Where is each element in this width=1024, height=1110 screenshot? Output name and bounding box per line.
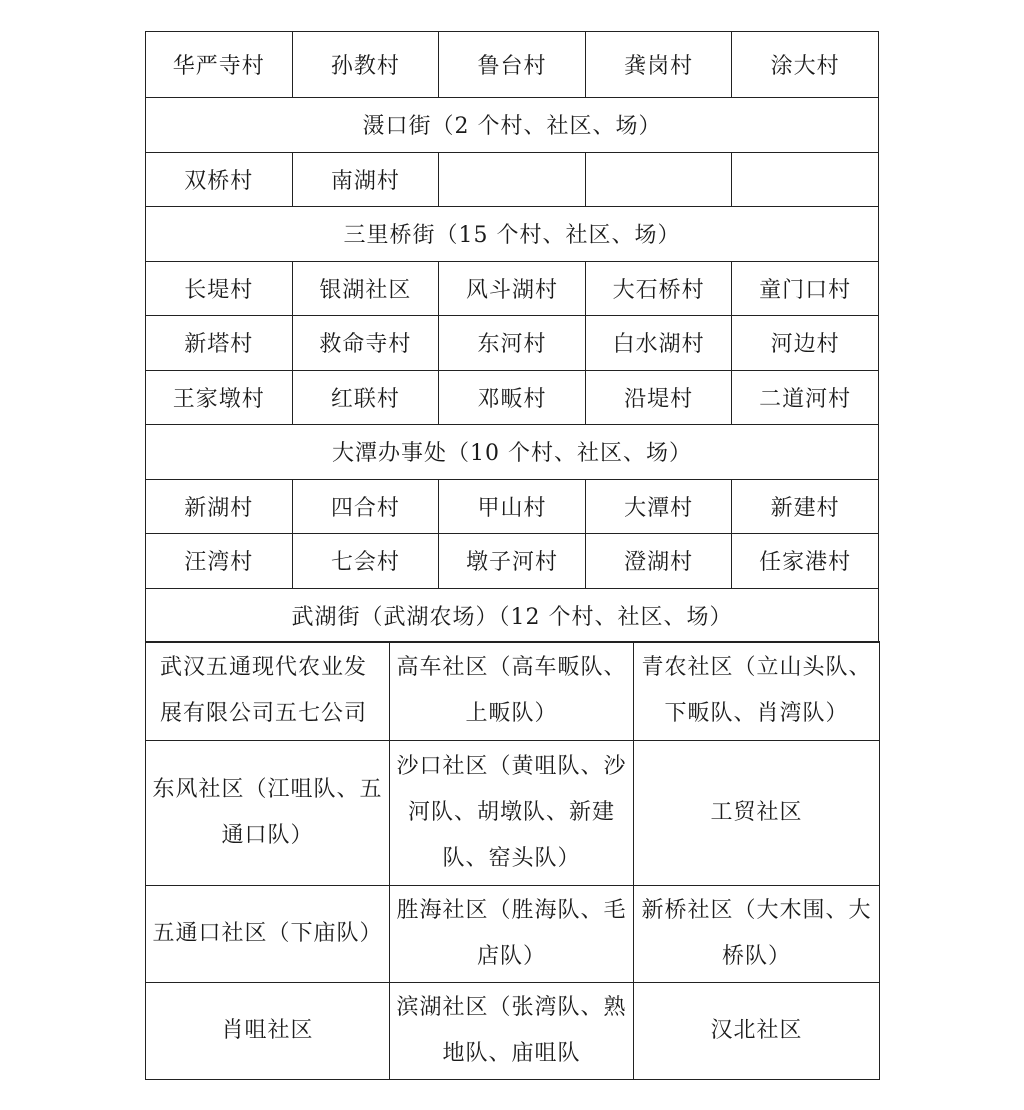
table-cell: 五通口社区（下庙队） — [146, 886, 390, 983]
table-row — [146, 152, 879, 207]
table-cell — [585, 152, 732, 207]
table-cell: 新湖村 — [146, 479, 293, 534]
table-cell: 大石桥村 — [585, 261, 732, 316]
table-cell: 青农社区（立山头队、下畈队、肖湾队） — [634, 642, 880, 741]
table-row — [146, 983, 880, 1080]
table-cell: 风斗湖村 — [439, 261, 586, 316]
table-cell: 龚岗村 — [585, 32, 732, 98]
section-header: 大潭办事处（10 个村、社区、场） — [146, 425, 879, 480]
section-header: 三里桥街（15 个村、社区、场） — [146, 207, 879, 262]
table-cell: 大潭村 — [585, 479, 732, 534]
table-cell: 高车社区（高车畈队、上畈队） — [390, 642, 634, 741]
table-cell: 汪湾村 — [146, 534, 293, 589]
table-row — [146, 741, 880, 886]
table-cell: 新桥社区（大木围、大桥队） — [634, 886, 880, 983]
table-row — [146, 370, 879, 425]
table-cell: 童门口村 — [732, 261, 879, 316]
section-header: 滠口街（2 个村、社区、场） — [146, 98, 879, 153]
section-header: 武湖街（武湖农场）（12 个村、社区、场） — [146, 588, 879, 643]
table-cell: 鲁台村 — [439, 32, 586, 98]
table-cell: 长堤村 — [146, 261, 293, 316]
table-cell: 救命寺村 — [292, 316, 439, 371]
table-cell: 汉北社区 — [634, 983, 880, 1080]
table-cell: 东河村 — [439, 316, 586, 371]
section-header-row — [146, 98, 879, 153]
table-cell — [439, 152, 586, 207]
table-cell: 华严寺村 — [146, 32, 293, 98]
table-cell: 滨湖社区（张湾队、熟地队、庙咀队 — [390, 983, 634, 1080]
section-header-row — [146, 425, 879, 480]
table-five-column — [145, 31, 879, 643]
table-cell: 邓畈村 — [439, 370, 586, 425]
table-cell: 任家港村 — [732, 534, 879, 589]
table-cell: 七会村 — [292, 534, 439, 589]
table-row — [146, 32, 879, 98]
table-cell: 红联村 — [292, 370, 439, 425]
table-row — [146, 886, 880, 983]
table-cell: 沙口社区（黄咀队、沙河队、胡墩队、新建队、窑头队） — [390, 741, 634, 886]
table-cell: 墩子河村 — [439, 534, 586, 589]
table-cell: 白水湖村 — [585, 316, 732, 371]
table-cell: 河边村 — [732, 316, 879, 371]
table-three-column — [145, 641, 880, 1080]
table-cell: 孙教村 — [292, 32, 439, 98]
table-cell: 南湖村 — [292, 152, 439, 207]
table-cell: 工贸社区 — [634, 741, 880, 886]
table-row — [146, 534, 879, 589]
table-row — [146, 261, 879, 316]
table-cell: 涂大村 — [732, 32, 879, 98]
table-cell: 甲山村 — [439, 479, 586, 534]
table-row — [146, 642, 880, 741]
table-cell — [732, 152, 879, 207]
table-cell: 胜海社区（胜海队、毛店队） — [390, 886, 634, 983]
table-cell: 武汉五通现代农业发展有限公司五七公司 — [146, 642, 390, 741]
village-table — [145, 31, 879, 1080]
table-cell: 东风社区（江咀队、五通口队） — [146, 741, 390, 886]
table-cell: 二道河村 — [732, 370, 879, 425]
table-cell: 四合村 — [292, 479, 439, 534]
table-cell: 银湖社区 — [292, 261, 439, 316]
table-cell: 沿堤村 — [585, 370, 732, 425]
table-cell: 新塔村 — [146, 316, 293, 371]
table-cell: 肖咀社区 — [146, 983, 390, 1080]
table-row — [146, 316, 879, 371]
section-header-row — [146, 588, 879, 643]
table-cell: 新建村 — [732, 479, 879, 534]
table-row — [146, 479, 879, 534]
section-header-row — [146, 207, 879, 262]
table-cell: 双桥村 — [146, 152, 293, 207]
table-cell: 澄湖村 — [585, 534, 732, 589]
table-cell: 王家墩村 — [146, 370, 293, 425]
